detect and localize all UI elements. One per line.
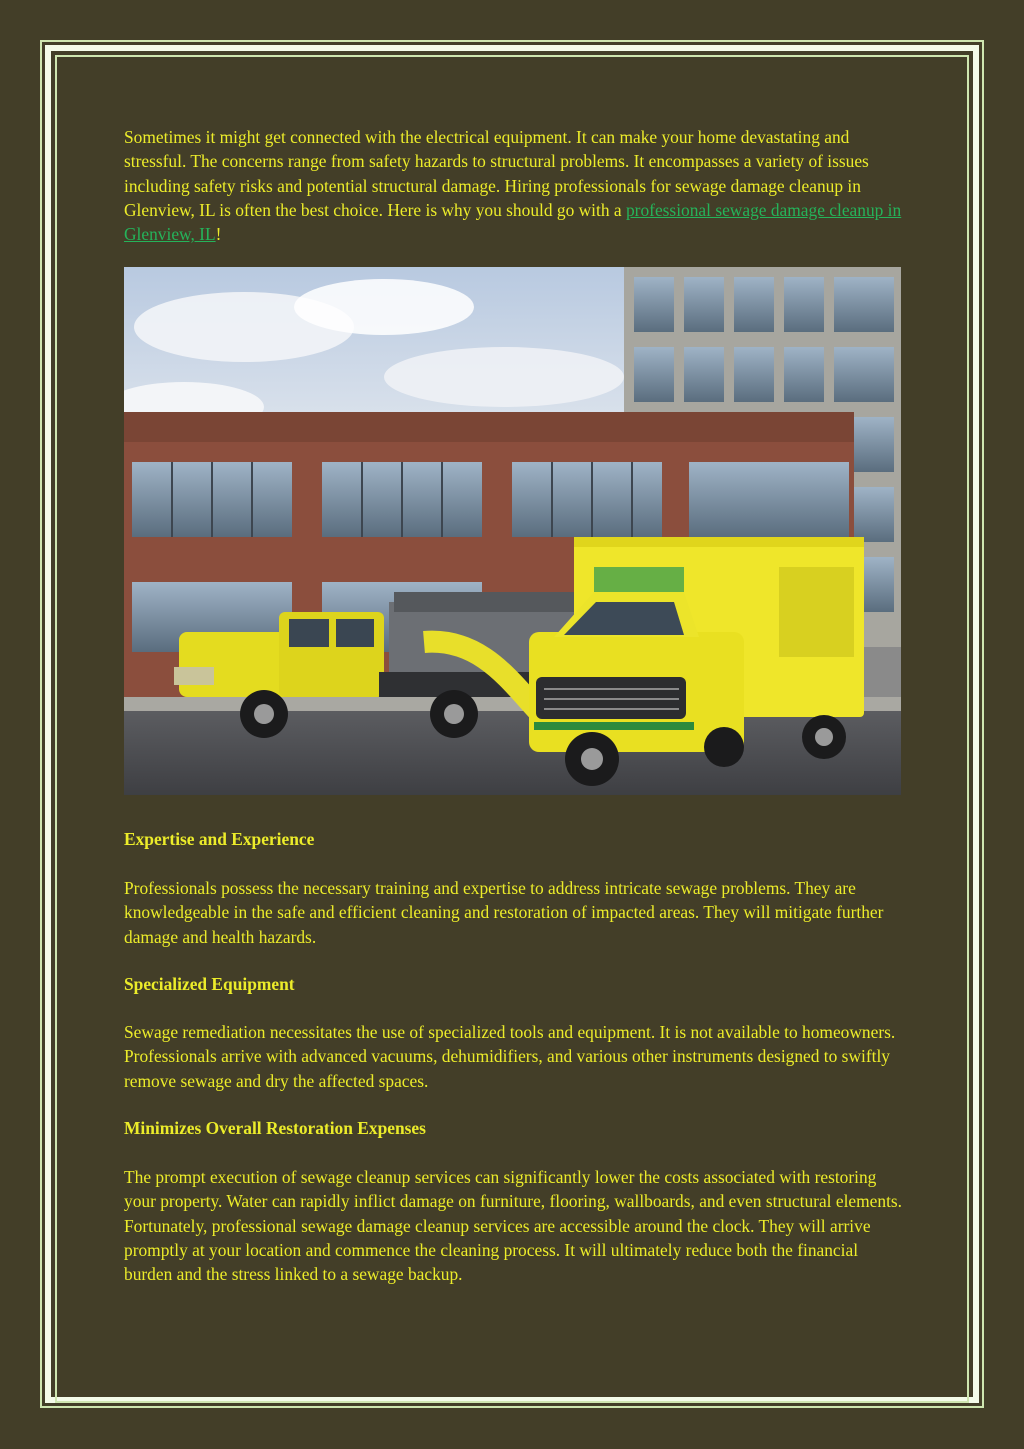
section-heading-expenses: Minimizes Overall Restoration Expenses [124,1118,426,1138]
section-body-equipment: Sewage remediation necessitates the use of specialized tools and equipment. It is not available to homeowners. Professionals arrive with advanced vacuums, dehumidifiers, and various other instruments designed to swiftly remove sewage and dry the affected spaces. [124,1022,896,1091]
section-body-expenses: The prompt execution of sewage cleanup services can significantly lower the costs associated with restoring your property. Water can rapidly inflict damage on furniture, flooring, wallboards, and even structural elements. Fortunately, professional sewage damage cleanup services are accessible around the clock. They will arrive promptly at your location and commence the cleaning process. It will ultimately reduce both the financial burden and the stress linked to a sewage backup. [124,1167,903,1285]
section-body-expertise: Professionals possess the necessary training and expertise to address intricate sewage problems. They are knowledgeable in the safe and efficient cleaning and restoration of impacted areas. They will mitigate further damage and health hazards. [124,878,884,947]
restoration-trucks-photo [124,267,901,795]
section-heading-equipment: Specialized Equipment [124,974,295,994]
intro-paragraph [124,125,904,246]
box-truck [529,537,864,786]
photo-illustration [124,267,901,795]
service-link[interactable]: professional sewage damage cleanup in Glenview, IL [124,199,902,245]
intro-text: Sometimes it might get connected with the electrical equipment. It can make your home devastating and stressful. The concerns range from safety hazards to structural problems. It encompasses a variety of issues including safety risks and potential structural damage. Hiring professionals for sewage damage cleanup in Glenview, IL is often the best choice. Here is why you should go with a [124,127,869,220]
section-heading-expertise: Expertise and Experience [124,829,315,849]
intro-text-end: ! [215,224,222,245]
